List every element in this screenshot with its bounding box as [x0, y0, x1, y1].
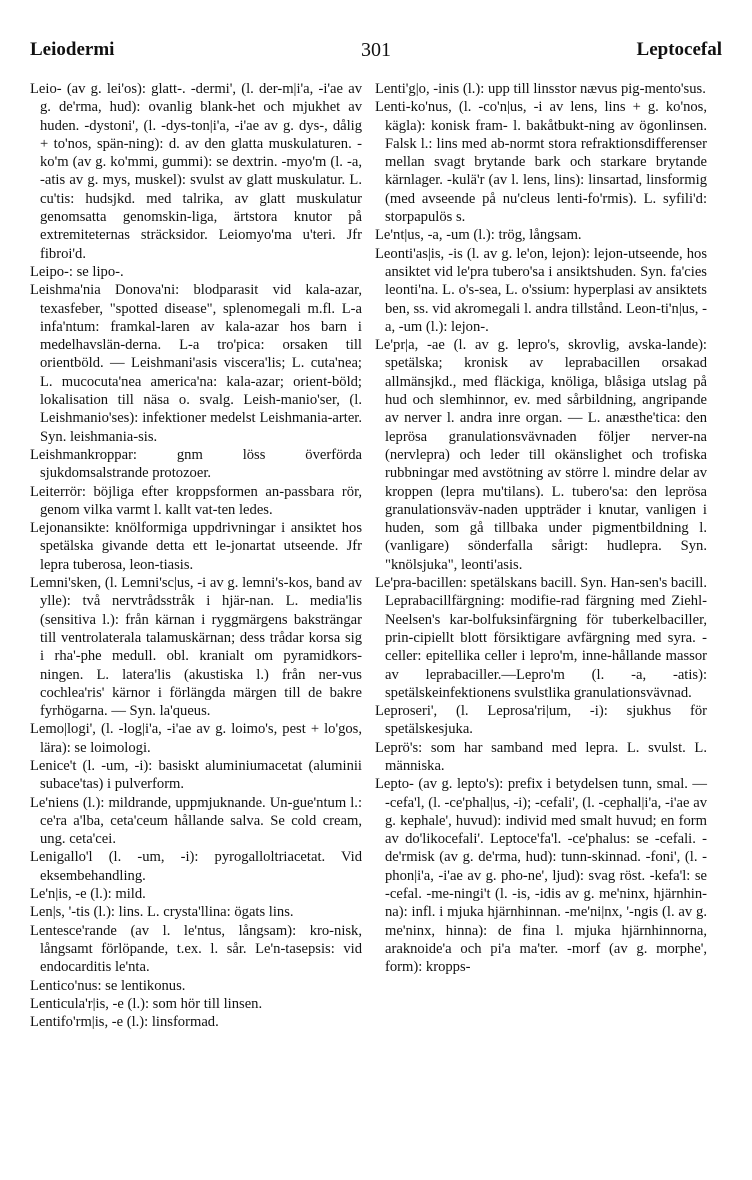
- entry-lenigallol: Lenigallo'l (l. -um, -i): pyrogalloltriacetat. Vid eksembehandling.: [30, 849, 362, 884]
- entry-lenticularis: Lenticula'r|is, -e (l.): som hör till linsen.: [30, 995, 263, 1012]
- entry-lepto: Lepto- (av g. lepto's): prefix i betydelsen tunn, smal. — -cefa'l, (l. -ce'phal|us, -i); -cefali', (l. -cephal|i'a, -i'ae av g. kephale', huvud): individ med smalt huvud; en form av do'likocefali'. Leptoce'fa'l. -ce'phalus: se -cefali. -de'rmisk (av g. de'rma, hud): tunn-skinnad. -foni', (l. -phon|i'a, -i'ae av g. pho-ne', ljud): svag röst. -kefa'l: se -cefal. -me-ningi't (l. -is, -idis av g. me'ninx, hjärnhin-na): infl. i mjuka hjärnhinnan. -me'ni|nx, '-ngis (l. av g. me'ninx, hinna): de fina l. mjuka hjärnhinnorna, araknoide'a och pi'a ma'ter. -morf (av g. morphe', form): kropps-: [375, 776, 707, 976]
- entry-leishmankroppar: Leishmankroppar: gnm löss överförda sjukdomsalstrande protozoer.: [30, 446, 362, 482]
- page-number: 301: [361, 39, 391, 61]
- entry-lejonansikte: Lejonansikte: knölformiga uppdrivningar i ansiktet hos spetälska givande detta ett le-jonartat utseende. Jfr lepra tuberosa, leon-tiasis.: [30, 520, 362, 573]
- entry-lepra: Le'pr|a, -ae (l. av g. lepro's, skrovlig, avska-lande): spetälska; kronisk av leprabacillen orsakad allmänsjkd., med fläckiga, knöliga, blåsiga utslag på hud och slemhinnor, ev. med sårbildning, angripande av nerver l. andra inre organ. — L. anæsthe'tica: den leprösa granulationsvävnaden följer nerver-na (nervlepra) och leder till okänslighet och trofiska rubbningar med avstötning av större l. mindre delar av kroppen (lepra mu'tilans). L. tubero'sa: den leprösa granulationsväv-naden uppträder i knutar, vanligen i huden, som gå tillbaka under pigmentbildning l. (vanligare) sönderfalla sårigt: hudlepra. Syn. "knölsjuka", leonti'asis.: [375, 337, 707, 573]
- entry-lenticonus: Lentico'nus: se lentikonus.: [30, 977, 186, 994]
- right-column: [375, 80, 707, 977]
- entry-leproseri: Leproseri', (l. Leprosa'ri|um, -i): sjukhus för spetälskesjuka.: [375, 703, 707, 738]
- entry-lemologi: Lemo|logi', (l. -log|i'a, -i'ae av g. loimo's, pest + lo'gos, lära): se loimologi.: [30, 721, 362, 756]
- header-right-guide-word: Leptocefal: [636, 39, 722, 60]
- entry-lentiformis: Lentifo'rm|is, -e (l.): linsformad.: [30, 1014, 219, 1031]
- entry-lenis: Le'n|is, -e (l.): mild.: [30, 886, 146, 903]
- entry-lentescerande: Lentesce'rande (av l. le'ntus, långsam): kro-nisk, långsamt förlöpande, t.ex. l. sår. Le'n-tasepsis: vid endocarditis le'nta.: [30, 922, 362, 976]
- entry-lentikonus: Lenti-ko'nus, (l. -co'n|us, -i av lens, lins + g. ko'nos, kägla): konisk fram- l. bakåtbukt-ning av ögonlinsen. Falsk l.: lins med ab-normt stora refraktionsdifferenser mellan svagt brytande bark och starkare brytande kärnlager. -kulä'r (av l. lens, lins): linsartad, linsformig (med avseende på nu'cleus lenti-fo'rmis). L. syfili'd: storpapulös s.: [375, 99, 707, 226]
- entry-lentus: Le'nt|us, -a, -um (l.): trög, långsam.: [375, 227, 582, 244]
- entry-lenicet: Lenice't (l. -um, -i): basiskt aluminiumacetat (aluminii subace'tas) i pulverform.: [30, 757, 362, 793]
- entry-lepros: Leprö's: som har samband med lepra. L. svulst. L. människa.: [375, 739, 707, 774]
- entry-lens: Len|s, '-tis (l.): lins. L. crysta'llina: ögats lins.: [30, 904, 294, 921]
- entry-leio: Leio- (av g. lei'os): glatt-. -dermi', (l. der-m|i'a, -i'ae av g. de'rma, hud): ovanlig blank-het och mjukhet av huden. -dystoni', (l. -dys-ton|i'a, -i'ae av g. dys-, dålig + to'nos, spän-ning): d. av den glatta muskulaturen. -ko'm (av g. ko'mmi, gummi): se dextrin. -myo'm (l. -a, -atis av g. mys, muskel): svulst av glatt muskulatur. L. cu'tis: hudsjkd. med talrika, av glatt muskulatur genomsatta genomskin-liga, ärtstora knutor på extremiteternas sträcksidor. Leiomyo'ma u'teri. Jfr fibroi'd.: [30, 81, 362, 262]
- entry-leontiasis: Leonti'as|is, -is (l. av g. le'on, lejon): lejon-utseende, hos ansiktet vid le'pra tubero'sa i ansiktshuden. Syn. fa'cies leonti'na. L. o's-sea, L. o'ssium: hyperplasi av ansiktets ben, ss. vid akromegali l. andra tillstånd. Leon-ti'n|us, -a, -um (l.): lejon-.: [375, 245, 707, 335]
- left-column: [30, 80, 362, 1031]
- entry-leipo: Leipo-: se lipo-.: [30, 263, 124, 280]
- entry-lentigo: Lenti'g|o, -inis (l.): upp till linsstor nævus pig-mento'sus.: [375, 81, 706, 97]
- entry-leniens: Le'niens (l.): mildrande, uppmjuknande. Un-gue'ntum l.: ce'ra a'lba, ceta'ceum hållande salva. Se cold cream, ung. ceta'cei.: [30, 794, 362, 848]
- entry-leiterror: Leiterrör: böjliga efter kroppsformen an-passbara rör, genom vilka varmt l. kallt vat-ten ledes.: [30, 483, 362, 518]
- entry-lemnisken: Lemni'sken, (l. Lemni'sc|us, -i av g. lemni's-kos, band av ylle): två nervtrådsstråk i hjär-nan. L. media'lis (sensitiva l.): från kärnan i ryggmärgens baksträngar till ventrolaterala talamuskärnan; dess trådar korsa sig i rha'-phe medull. obl. kranialt om pyramidkors-ningen. L. latera'lis (akustiska l.) från ner-vus cochlea'ris' kärnor i förlängda märgen till de bakre fyrhögarna. — Syn. la'queus.: [30, 575, 362, 720]
- header-left-guide-word: Leiodermi: [30, 39, 115, 60]
- page-header: [30, 38, 722, 68]
- entry-lepra-bacillen: Le'pra-bacillen: spetälskans bacill. Syn. Han-sen's bacill. Leprabacillfärgning: modifie-rad färgning med Ziehl-Neelsen's kar-bolfuksinfärgning för tuberkelbaciller, prin-cipiellt blott försiktigare avfärgning med syra. -celler: epitellika celler i lepro'm, inne-hållande massor av leprabaciller.—Lepro'm (l. -a, -atis): spetälskeinfektionens svulstlika granulationsvävnad.: [375, 575, 707, 701]
- entry-leishmania: Leishma'nia Donova'ni: blodparasit vid kala-azar, texasfeber, "spotted disease", splenomegali m.fl. L-a infa'ntum: framkal-laren av kala-azar hos barn i medelhavslän-derna. L-a tro'pica: orsaken till orientböld. — Leishmani'asis viscera'lis; L. cuta'nea; L. mucocuta'nea america'na: kala-azar; orient-böld; lokalisation till näsa o. svalg. Leish-manio'ser, (l. Leishmanio'ses): infektioner medelst Leishmania-arter. Syn. leishmania-sis.: [30, 282, 362, 445]
